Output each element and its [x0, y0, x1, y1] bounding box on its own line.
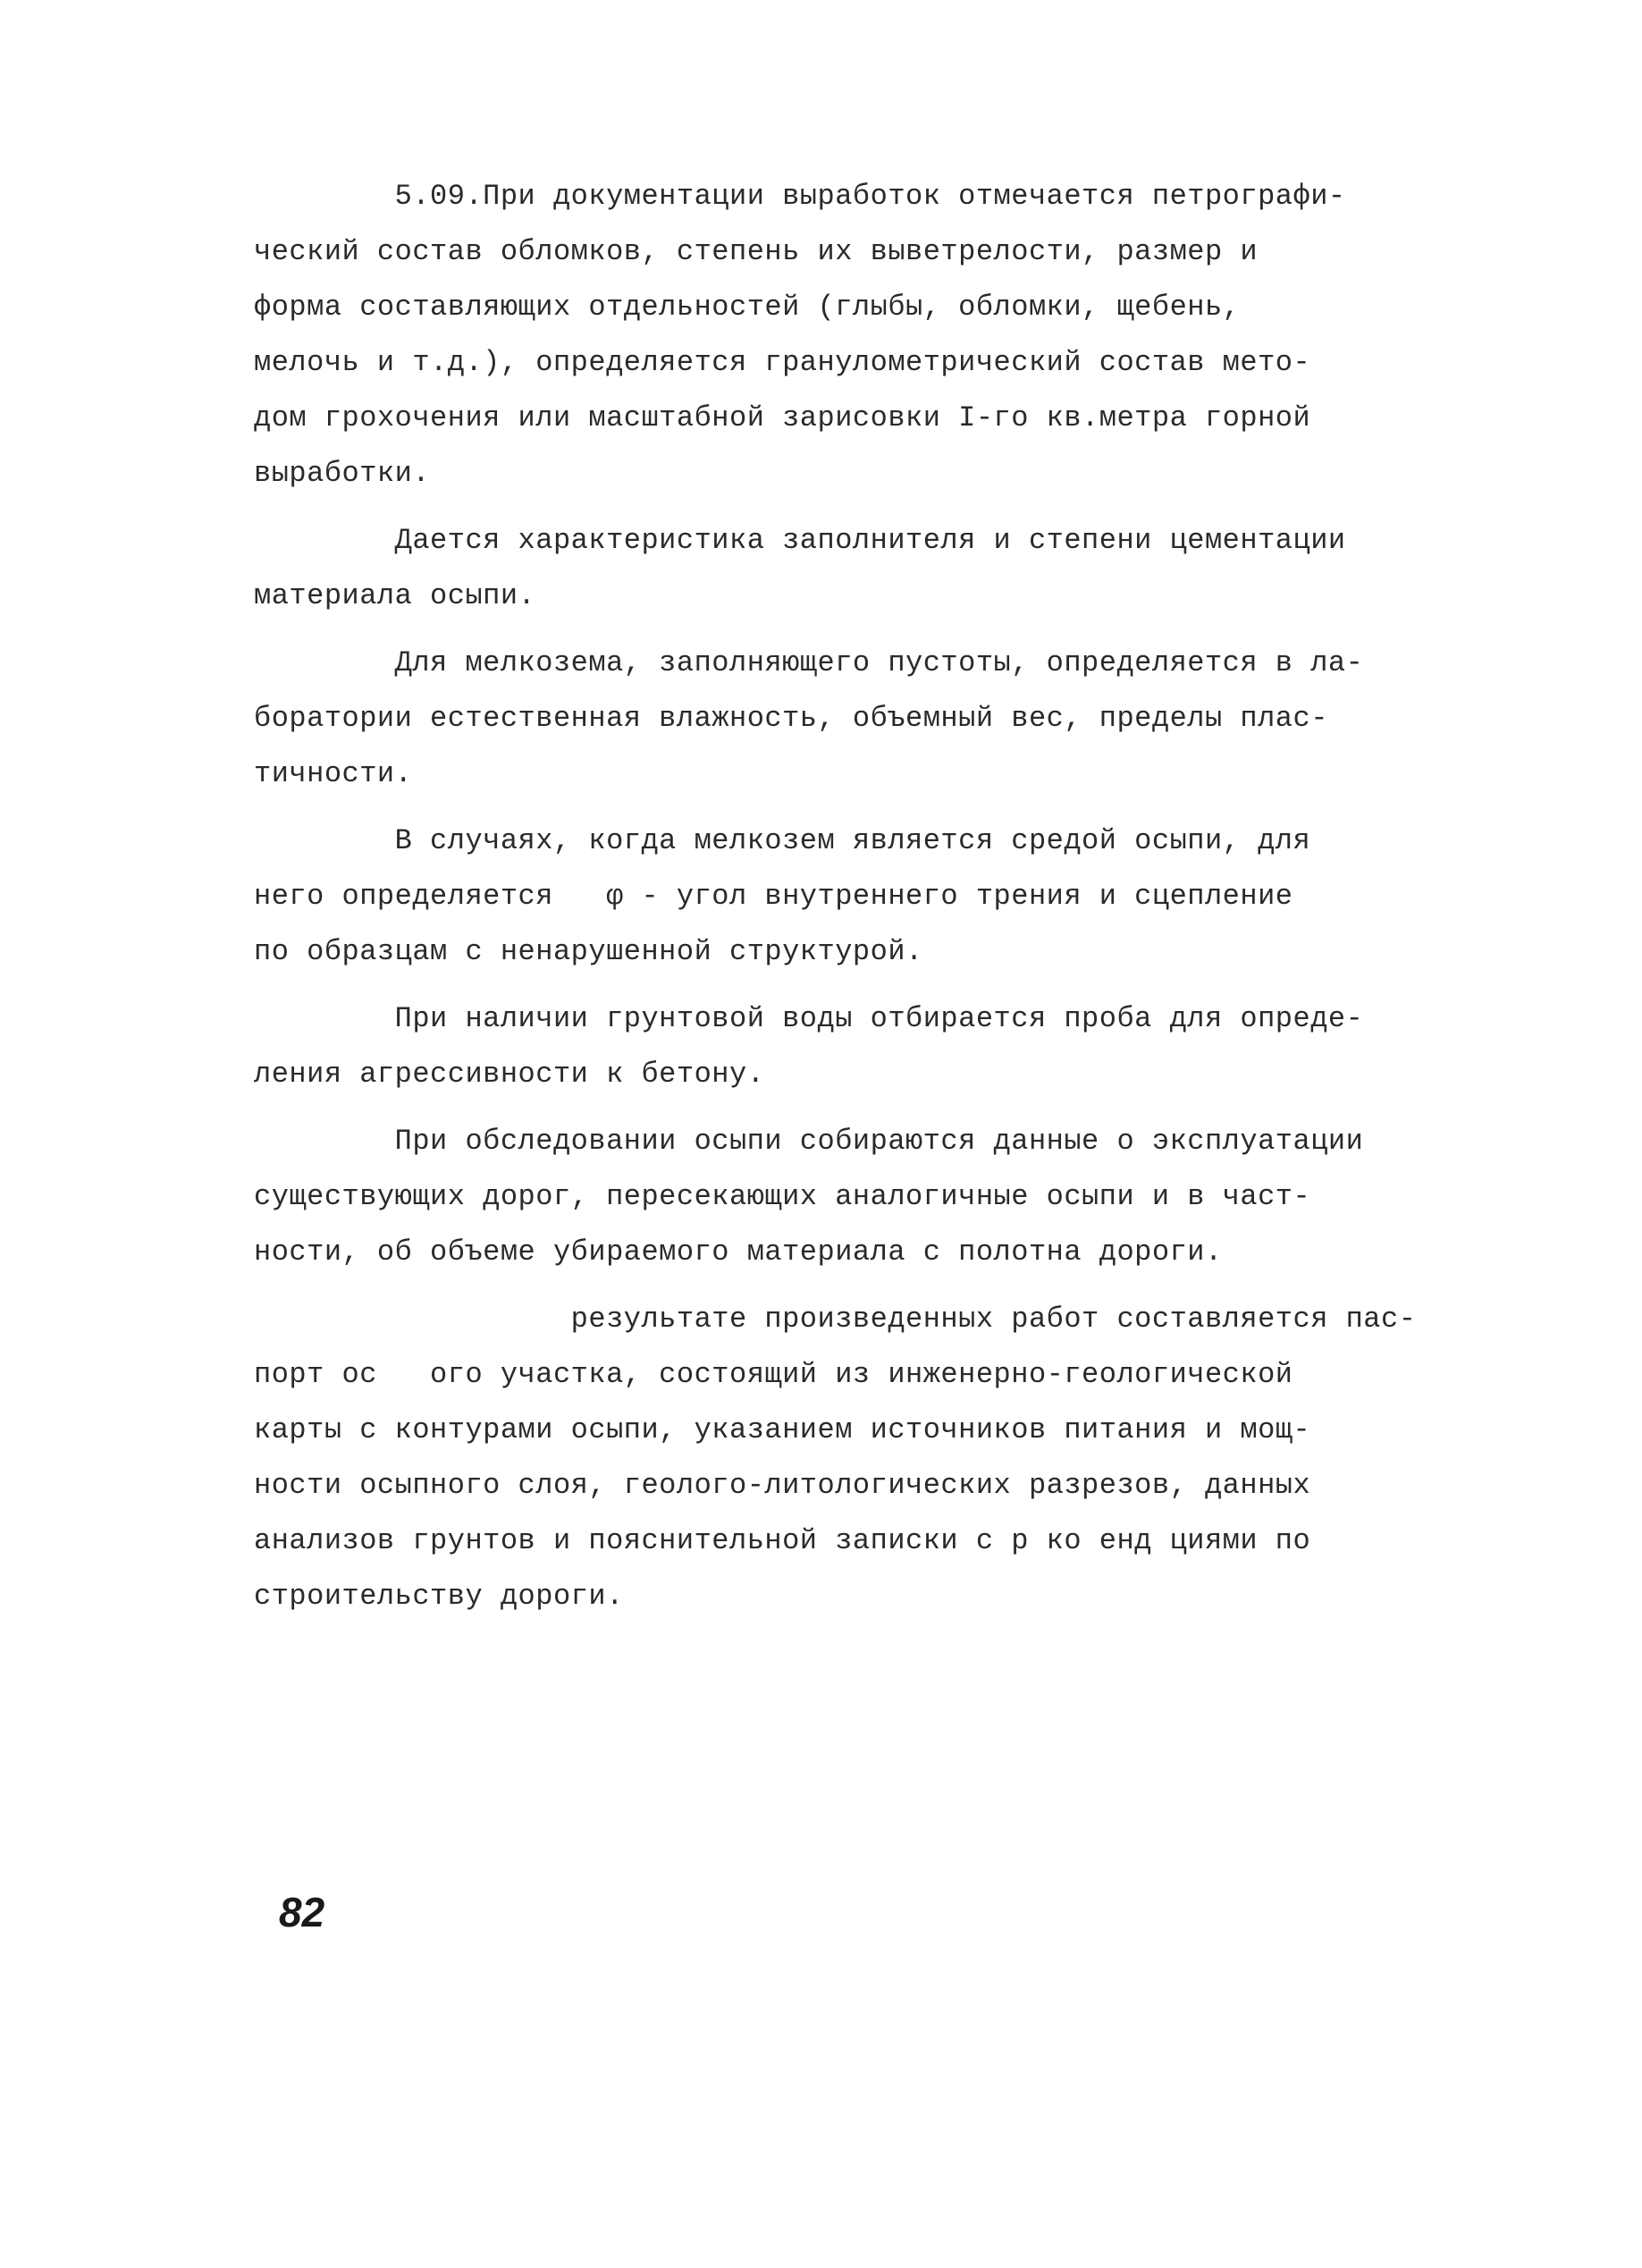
text-line: по образцам с ненарушенной структурой. [254, 935, 923, 968]
text-line: 5.09.При документации выработок отмечается петрографи- [254, 180, 1346, 213]
text-line: выработки. [254, 457, 431, 490]
text-line: боратории естественная влажность, объемный вес, пределы плас- [254, 702, 1328, 735]
text-line: строительству дороги. [254, 1580, 624, 1613]
text-line: тичности. [254, 757, 413, 790]
text-line: материала осыпи. [254, 579, 536, 612]
text-line: В случаях, когда мелкозем является средой осыпи, для [254, 824, 1311, 857]
text-line: форма составляющих отдельностей (глыбы, обломки, щебень, [254, 291, 1241, 324]
page-number: 82 [279, 1889, 325, 1935]
text-line: порт ос ого участка, состоящий из инженерно-геологической [254, 1358, 1293, 1391]
text-line: При обследовании осыпи собираются данные о эксплуатации [254, 1125, 1364, 1158]
text-line: ления агрессивности к бетону. [254, 1058, 765, 1091]
text-line: Дается характеристика заполнителя и степени цементации [254, 524, 1346, 557]
text-line: карты с контурами осыпи, указанием источников питания и мощ- [254, 1413, 1311, 1446]
text-line: ческий состав обломков, степень их выветрелости, размер и [254, 235, 1259, 268]
text-line: Для мелкозема, заполняющего пустоты, определяется в ла- [254, 646, 1364, 679]
text-line: существующих дорог, пересекающих аналогичные осыпи и в част- [254, 1180, 1311, 1213]
text-line: дом грохочения или масштабной зарисовки I-го кв.метра горной [254, 401, 1311, 434]
text-line: анализов грунтов и пояснительной записки с р ко енд циями по [254, 1524, 1311, 1557]
text-line: результате произведенных работ составляется пас- [254, 1303, 1417, 1336]
text-line: ности осыпного слоя, геолого-литологических разрезов, данных [254, 1469, 1311, 1502]
text-line: ности, об объеме убираемого материала с полотна дороги. [254, 1235, 1223, 1269]
text-line: При наличии грунтовой воды отбирается проба для опреде- [254, 1002, 1364, 1035]
text-line: него определяется φ - угол внутреннего трения и сцепление [254, 880, 1293, 913]
text-line: мелочь и т.д.), определяется гранулометрический состав мето- [254, 346, 1311, 379]
